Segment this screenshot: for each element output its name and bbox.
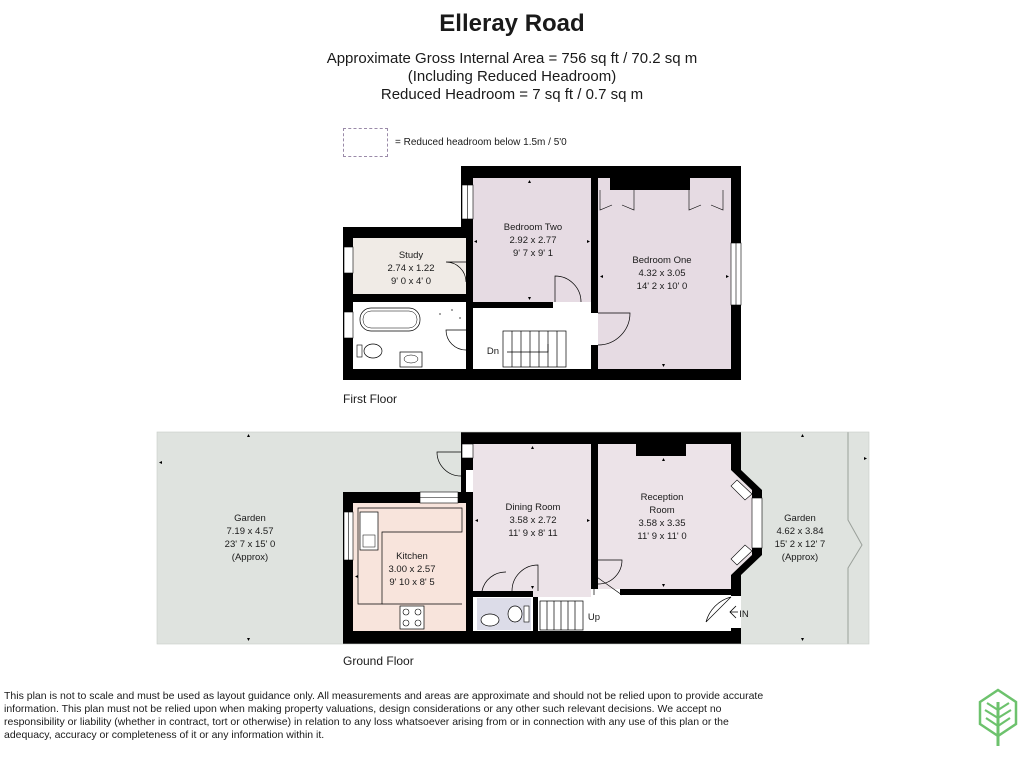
first-floor-plan <box>343 166 741 380</box>
bedroom-one-label: Bedroom One <box>632 255 692 266</box>
wall <box>353 294 473 302</box>
front-garden-note: (Approx) <box>781 552 819 563</box>
toilet <box>364 344 382 358</box>
study-label: Study <box>398 250 424 261</box>
front-garden-imperial: 15' 2 x 12' 7 <box>774 539 826 550</box>
legend-text: = Reduced headroom below 1.5m / 5'0 <box>395 137 567 148</box>
front-garden-label: Garden <box>784 513 816 524</box>
ground-floor-label: Ground Floor <box>343 654 414 668</box>
ground-floor-plan <box>157 432 869 644</box>
reception-label: Reception <box>640 492 684 503</box>
wall <box>533 597 538 631</box>
gross-area-text: Approximate Gross Internal Area = 756 sq ft / 70.2 sq m <box>326 50 698 67</box>
including-text: (Including Reduced Headroom) <box>407 68 617 85</box>
bedroom-one-metric: 4.32 x 3.05 <box>638 268 686 279</box>
kitchen-imperial: 9' 10 x 8' 5 <box>389 577 435 588</box>
wall <box>473 302 553 308</box>
front-garden-metric: 4.62 x 3.84 <box>776 526 824 537</box>
toilet <box>508 606 522 622</box>
entrance-label: IN <box>739 609 749 620</box>
stairs-down-label: Dn <box>486 346 500 357</box>
window <box>344 312 353 338</box>
bedroom-two-imperial: 9' 7 x 9' 1 <box>512 248 554 259</box>
reception-label-2: Room <box>649 505 675 516</box>
wall <box>466 302 473 369</box>
bedroom-one-imperial: 14' 2 x 10' 0 <box>636 281 688 292</box>
wall <box>591 444 598 589</box>
stairs-up-label: Up <box>587 612 601 623</box>
wall <box>620 589 731 595</box>
reception-imperial: 11' 9 x 11' 0 <box>637 531 687 542</box>
bedroom-two-label: Bedroom Two <box>503 222 563 233</box>
hob <box>400 606 424 629</box>
disclaimer-text: This plan is not to scale and must be used as layout guidance only. All measurements and areas are approximate and should not be relied upon to provide accurate information. This plan must not be relied upon when making property valuations, design considerations or any other such relevant decisions. We accept no responsibility or liability (whether in contract, tort or otherwise) in relation to any loss whatsoever arising from or in connection with any use of this plan or the adequacy, accuracy or completeness of it or any information within it. <box>4 690 764 741</box>
study-metric: 2.74 x 1.22 <box>387 263 435 274</box>
rear-garden-imperial: 23' 7 x 15' 0 <box>224 539 276 550</box>
kitchen-label: Kitchen <box>396 551 428 562</box>
rear-garden-metric: 7.19 x 4.57 <box>226 526 274 537</box>
landing-fill <box>473 308 591 369</box>
plan-title: Elleray Road <box>439 10 585 37</box>
reduced-headroom-text: Reduced Headroom = 7 sq ft / 0.7 sq m <box>380 86 644 103</box>
dining-label: Dining Room <box>505 502 561 513</box>
bedroom-two-metric: 2.92 x 2.77 <box>509 235 557 246</box>
study-imperial: 9' 0 x 4' 0 <box>390 276 432 287</box>
rear-garden-note: (Approx) <box>231 552 269 563</box>
wall <box>466 238 473 294</box>
leaf-logo-icon <box>976 688 1020 750</box>
basin <box>481 614 499 626</box>
rear-garden-label: Garden <box>234 513 266 524</box>
kitchen-metric: 3.00 x 2.57 <box>388 564 436 575</box>
window <box>344 247 353 273</box>
reception-fill <box>598 444 731 589</box>
dining-metric: 3.58 x 2.72 <box>509 515 557 526</box>
bay-window <box>752 498 762 548</box>
chimney-breast <box>610 178 690 190</box>
dining-imperial: 11' 9 x 8' 11 <box>508 528 558 539</box>
first-floor-label: First Floor <box>343 392 397 406</box>
chimney-breast <box>636 444 686 456</box>
reception-metric: 3.58 x 3.35 <box>638 518 686 529</box>
wall <box>466 503 473 631</box>
